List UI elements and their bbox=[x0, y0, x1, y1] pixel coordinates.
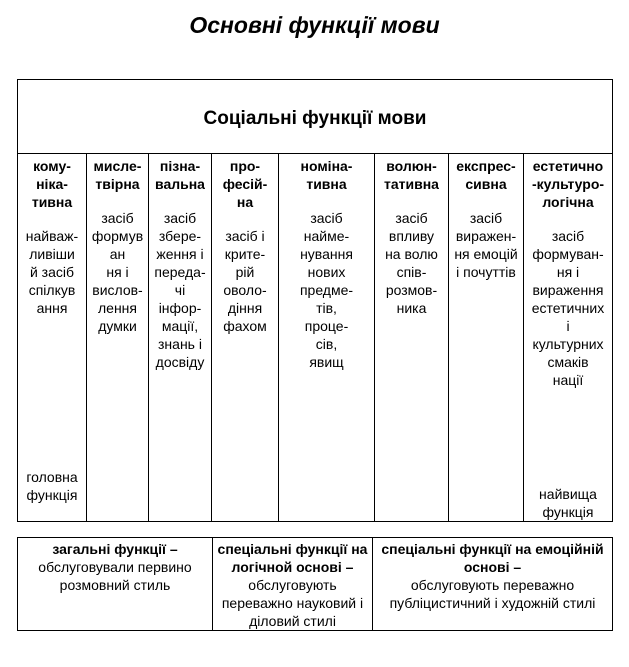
group-desc: обслуговують переважно публіцистичний і художній стилі bbox=[389, 577, 596, 611]
group-title: спеціальні функції на емоційній основі – bbox=[381, 541, 604, 575]
emotional-functions-cell bbox=[373, 538, 612, 630]
group-desc: обслуговують переважно науковий і діловий стилі bbox=[221, 577, 364, 629]
column-name: експрес- сивна bbox=[456, 158, 516, 192]
column-name: кому- ніка- тивна bbox=[31, 158, 73, 210]
group-desc: обслуговували первино розмовний стиль bbox=[38, 559, 192, 593]
column-name: про- фесій- на bbox=[222, 158, 268, 210]
column-expressive bbox=[449, 154, 524, 521]
column-desc: засіб найме- нування нових предме- тів, проце- сів, явищ bbox=[299, 210, 354, 370]
column-desc: засіб формув ан ня і вислов- лення думки bbox=[91, 210, 144, 334]
column-name: естетично -культуро- логічна bbox=[531, 158, 605, 210]
page-title: Основні функції мови bbox=[189, 12, 440, 38]
section-title: Соціальні функції мови bbox=[18, 80, 612, 154]
column-desc: засіб виражен- ня емоцій і почуттів bbox=[454, 210, 518, 280]
column-cognitive bbox=[149, 154, 212, 521]
column-desc: засіб впливу на волю спів- розмов- ника bbox=[385, 210, 438, 316]
column-desc: засіб і крите- рій оволо- діння фахом bbox=[223, 228, 267, 334]
logical-functions-cell bbox=[213, 538, 373, 630]
column-thought-forming bbox=[87, 154, 149, 521]
function-groups-table bbox=[17, 537, 613, 631]
column-name: волюн- тативна bbox=[384, 158, 439, 192]
column-name: номіна- тивна bbox=[300, 158, 353, 192]
column-volitional bbox=[375, 154, 449, 521]
column-name: мисле- твірна bbox=[93, 158, 142, 192]
column-note: найвища функція bbox=[539, 486, 597, 520]
column-aesthetic-cultural bbox=[524, 154, 612, 521]
general-functions-cell bbox=[18, 538, 213, 630]
column-communicative bbox=[18, 154, 87, 521]
column-nominative bbox=[279, 154, 375, 521]
group-title: спеціальні функції на логічной основі – bbox=[217, 541, 368, 575]
group-title: загальні функції – bbox=[52, 541, 178, 557]
column-desc: засіб збере- ження і переда- чі інфор- мації, знань і досвіду bbox=[154, 210, 206, 370]
column-note: головна функція bbox=[26, 469, 78, 503]
column-desc: засіб формуван- ня і вираження естетичних і культурних смаків нації bbox=[531, 228, 605, 388]
column-desc: найваж- ливіши й засіб спілкув ання bbox=[25, 228, 79, 316]
column-professional bbox=[212, 154, 279, 521]
social-functions-table bbox=[17, 79, 613, 522]
column-name: пізна- вальна bbox=[155, 158, 205, 192]
